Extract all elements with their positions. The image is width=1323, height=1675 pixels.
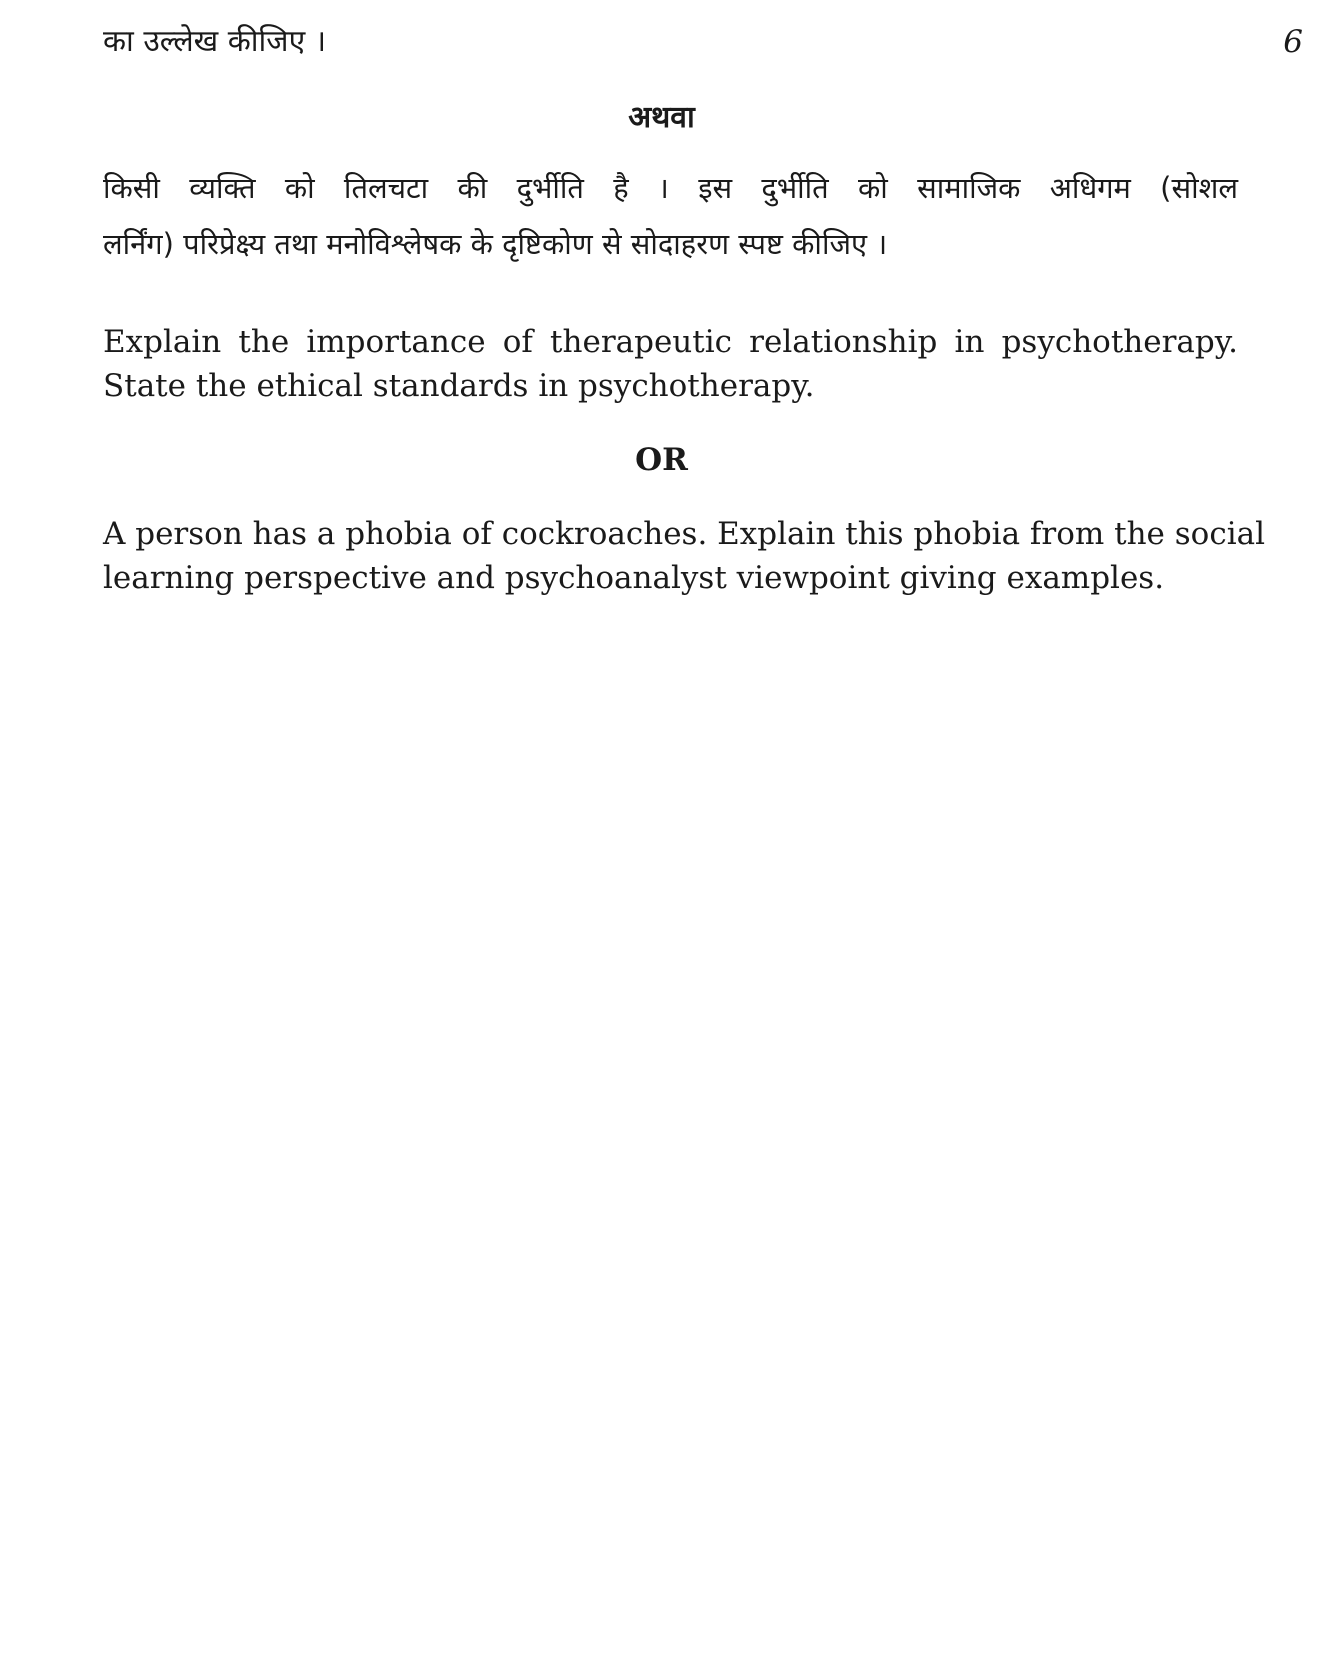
cropped-top-text (600, 0, 820, 4)
or-heading-hindi: अथवा (628, 100, 695, 135)
english-or-question-line: A person has a phobia of cockroaches. Explain this phobia from the social (103, 516, 1266, 552)
hindi-or-question-line: किसी व्यक्ति को तिलचटा की दुर्भीति है । इस दुर्भीति को सामाजिक अधिगम (सोशल (103, 171, 1238, 205)
english-or-question (103, 512, 1266, 600)
english-question-line: Explain the importance of therapeutic relationship in psychotherapy. (103, 324, 1238, 360)
or-heading-english: OR (635, 442, 688, 478)
english-question (103, 320, 1238, 408)
english-or-question-line: learning perspective and psychoanalyst viewpoint giving examples. (103, 560, 1165, 596)
marks-label: 6 (1283, 24, 1303, 60)
hindi-or-question (103, 160, 1238, 272)
continuation-line: का उल्लेख कीजिए । (103, 24, 327, 59)
english-question-line: State the ethical standards in psychotherapy. (103, 368, 815, 404)
hindi-or-question-line: लर्निंग) परिप्रेक्ष्य तथा मनोविश्लेषक के दृष्टिकोण से सोदाहरण स्पष्ट कीजिए । (103, 227, 888, 261)
